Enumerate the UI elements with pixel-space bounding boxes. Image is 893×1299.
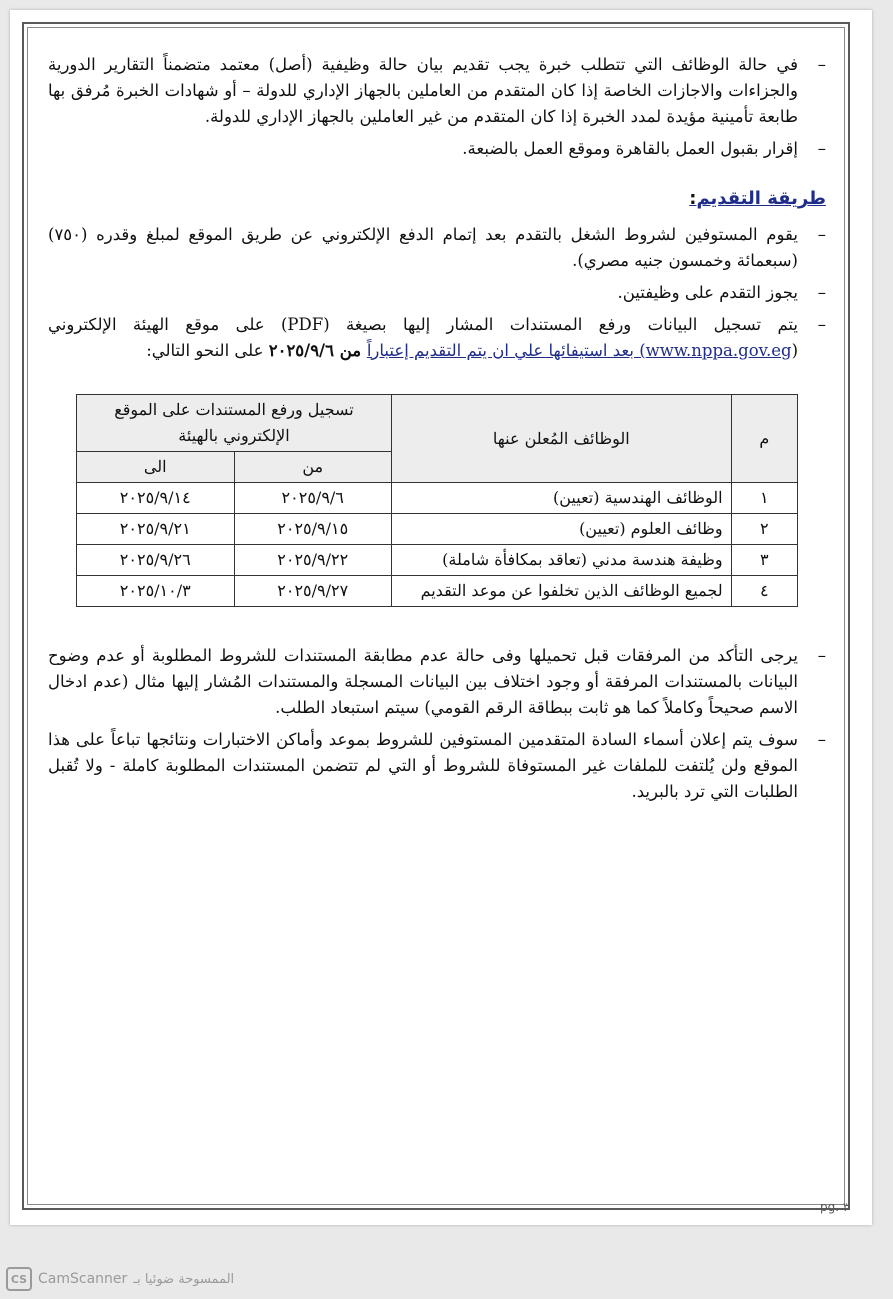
row-job: وظيفة هندسة مدني (تعاقد بمكافأة شاملة) bbox=[391, 545, 731, 576]
start-date-text: من ٢٠٢٥/٩/٦ bbox=[268, 341, 367, 360]
row-from-date: ٢٠٢٥/٩/٦ bbox=[234, 483, 391, 514]
table-row bbox=[77, 576, 798, 607]
scanner-watermark bbox=[6, 1266, 234, 1292]
row-from-date: ٢٠٢٥/٩/٢٧ bbox=[234, 576, 391, 607]
bullet-dash: – bbox=[817, 283, 826, 302]
heading-text: طريقة التقديم bbox=[696, 188, 826, 209]
row-number: ٣ bbox=[731, 545, 797, 576]
paragraph-payment bbox=[48, 222, 826, 274]
application-schedule-table bbox=[76, 394, 798, 607]
paragraph-attachments-check bbox=[48, 643, 826, 721]
bullet-dash: – bbox=[817, 730, 826, 749]
row-number: ١ bbox=[731, 483, 797, 514]
bullet-dash: – bbox=[817, 139, 826, 158]
paragraph-two-jobs bbox=[48, 280, 826, 306]
table-header-row bbox=[77, 395, 798, 452]
row-job: لجميع الوظائف الذين تخلفوا عن موعد التقديم bbox=[391, 576, 731, 607]
row-to-date: ٢٠٢٥/٩/١٤ bbox=[77, 483, 235, 514]
header-registration: تسجيل ورفع المستندات على الموقع الإلكتروني بالهيئة bbox=[77, 395, 392, 452]
row-number: ٢ bbox=[731, 514, 797, 545]
paragraph-text: يرجى التأكد من المرفقات قبل تحميلها وفى حالة عدم مطابقة المستندات للشروط المطلوبة أو عدم وضوح البيانات بالمستندات المرفقة أو وجود اختلاف بين البيانات المسجلة والمستندات المُشار إليها مثال (عدم ادخال الاسم صحيحاً وكاملاً كما هو ثابت ببطاقة الرقم القومي) سيتم استبعاد الطلب. bbox=[48, 646, 798, 717]
paragraph-text: يجوز التقدم على وظيفتين. bbox=[617, 283, 798, 302]
paragraph-results-announcement bbox=[48, 727, 826, 805]
row-to-date: ٢٠٢٥/٩/٢١ bbox=[77, 514, 235, 545]
website-link[interactable]: www.nppa.gov.eg) بعد استيفائها علي ان يتم التقديم إعتباراً bbox=[366, 341, 792, 360]
paragraph-work-location bbox=[48, 136, 826, 162]
row-job: الوظائف الهندسية (تعيين) bbox=[391, 483, 731, 514]
section-heading bbox=[48, 186, 826, 212]
table-row bbox=[77, 483, 798, 514]
row-from-date: ٢٠٢٥/٩/٢٢ bbox=[234, 545, 391, 576]
table-row bbox=[77, 514, 798, 545]
bullet-dash: – bbox=[817, 55, 826, 74]
paragraph-text: سوف يتم إعلان أسماء السادة المتقدمين المستوفين للشروط بموعد وأماكن الاختبارات ونتائجها تباعاً على هذا الموقع ولن يُلتفت للملفات غير المستوفاة للشروط أو التي لم تتضمن المستندات المطلوبة كاملة - ولا تُقبل الطلبات التي ترد بالبريد. bbox=[48, 730, 798, 801]
row-number: ٤ bbox=[731, 576, 797, 607]
table-row bbox=[77, 545, 798, 576]
bullet-dash: – bbox=[817, 315, 826, 334]
paragraph-registration bbox=[48, 312, 826, 364]
row-to-date: ٢٠٢٥/٩/٢٦ bbox=[77, 545, 235, 576]
registration-text-after: على النحو التالي: bbox=[146, 341, 269, 360]
page-number: pg. ٣ bbox=[820, 1200, 850, 1214]
scanned-with-text: الممسوحة ضوئيا بـ bbox=[133, 1271, 235, 1287]
paragraph-text: يقوم المستوفين لشروط الشغل بالتقدم بعد إتمام الدفع الإلكتروني عن طريق الموقع لمبلغ وقدره (٧٥٠) (سبعمائة وخمسون جنيه مصري). bbox=[48, 225, 798, 270]
bullet-dash: – bbox=[817, 646, 826, 665]
header-jobs: الوظائف المُعلن عنها bbox=[391, 395, 731, 483]
header-from: من bbox=[234, 452, 391, 483]
row-job: وظائف العلوم (تعيين) bbox=[391, 514, 731, 545]
paragraph-text: في حالة الوظائف التي تتطلب خبرة يجب تقديم بيان حالة وظيفية (أصل) معتمد متضمناً التقارير الدورية والجزاءات والاجازات الخاصة إذا كان المتقدم من العاملين بالجهاز الإداري للدولة – أو شهادات الخبرة مُرفق بها طابعة تأمينية مؤيدة لمدد الخبرة إذا كان المتقدم من غير العاملين بالجهاز الإداري للدولة. bbox=[48, 55, 798, 126]
heading-colon: : bbox=[689, 188, 697, 209]
document-body bbox=[48, 52, 826, 811]
header-to: الى bbox=[77, 452, 235, 483]
header-number: م bbox=[731, 395, 797, 483]
row-from-date: ٢٠٢٥/٩/١٥ bbox=[234, 514, 391, 545]
registration-text-before: يتم تسجيل البيانات ورفع المستندات المشار إليها بصيغة (PDF) على موقع الهيئة الإلكتروني ( bbox=[48, 315, 798, 360]
bullet-dash: – bbox=[817, 225, 826, 244]
row-to-date: ٢٠٢٥/١٠/٣ bbox=[77, 576, 235, 607]
paragraph-experience-documents bbox=[48, 52, 826, 130]
paragraph-text: إقرار بقبول العمل بالقاهرة وموقع العمل بالضبعة. bbox=[462, 139, 798, 158]
camscanner-logo-icon: CS bbox=[6, 1267, 32, 1291]
notes-section bbox=[48, 643, 826, 805]
camscanner-app-name: CamScanner bbox=[38, 1271, 128, 1287]
